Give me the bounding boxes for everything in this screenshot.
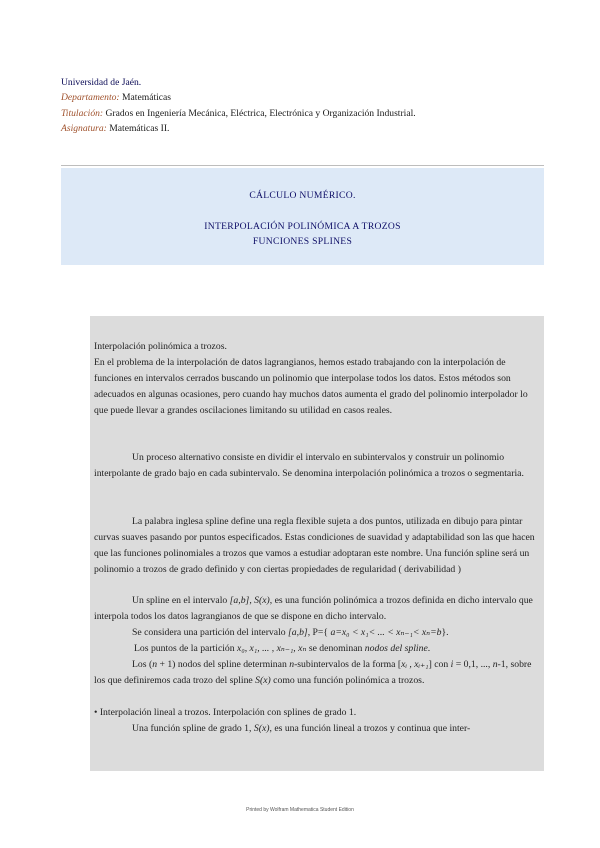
departamento-value: Matemáticas: [119, 92, 172, 104]
titulacion-label: Titulación:: [61, 107, 104, 119]
asignatura-label: Asignatura:: [61, 123, 107, 135]
paragraph-linear-spline: Una función spline de grado 1, S(x), es una función lineal a trozos y continua que inter-: [132, 722, 471, 734]
section-title: Interpolación polinómica a trozos.: [94, 341, 227, 352]
course-title: CÁLCULO NUMÉRICO.: [249, 190, 356, 201]
header-divider: [61, 165, 544, 166]
paragraph-nodes: Los puntos de la partición x₀, x₁, ... , xₙ₋₁, xₙ se denominan nodos del spline.: [134, 643, 431, 655]
university-name: Universidad de Jaén.: [61, 77, 142, 88]
asignatura-line: [61, 121, 416, 136]
paragraph-intro: En el problema de la interpolación de datos lagrangianos, hemos estado trabajando con la interpolación de funciones en intervalos cerrados buscando un polinomio que interpolase todos los datos. Estos métodos son adecuados en algunas ocasiones, pero cuando hay muchos datos aumenta el grado del polinomio interpolador lo que puede llevar a grandes oscilaciones limitando su utilidad en casos reales.: [94, 356, 528, 416]
print-footer: Printed by Wolfram Mathematica Student Edition: [246, 807, 354, 813]
content-cell: [90, 316, 544, 771]
asignatura-value: Matemáticas II.: [106, 123, 170, 135]
topic-title: INTERPOLACIÓN POLINÓMICA A TROZOS: [204, 221, 401, 232]
departamento-label: Departamento:: [61, 92, 120, 104]
content-text: [94, 339, 540, 737]
titulacion-line: [61, 106, 416, 121]
departamento-line: [61, 90, 416, 105]
title-box: [61, 168, 544, 265]
paragraph-alternative: Un proceso alternativo consiste en dividir el intervalo en subintervalos y construir un polinomio interpolante de grado bajo en cada subintervalo. Se denomina interpolación polinómica a trozos o segmentaria.: [94, 452, 524, 480]
topic-subtitle: FUNCIONES SPLINES: [252, 236, 353, 247]
paragraph-partition: Se considera una partición del intervalo [a,b], P={ a=x₀ < x₁< ... < xₙ₋₁< xₙ=b}.: [132, 627, 449, 639]
paragraph-spline-definition: Un spline en el intervalo [a,b], S(x), es una función polinómica a trozos definida en dicho intervalo que interpola todos los datos lagrangianos de que se dispone en dicho intervalo.: [94, 595, 533, 623]
titulacion-value: Grados en Ingeniería Mecánica, Eléctrica, Electrónica y Organización Industrial.: [103, 107, 416, 119]
bullet-linear-splines: • Interpolación lineal a trozos. Interpolación con splines de grado 1.: [94, 706, 357, 718]
paragraph-subintervals: Los (n + 1) nodos del spline determinan n-subintervalos de la forma [xᵢ , xᵢ₊₁] con i = 0,1, ..., n-1, sobre los que definiremos cada trozo del spline S(x) como una función polinómica a trozos.: [94, 659, 532, 686]
paragraph-spline-word: La palabra inglesa spline define una regla flexible sujeta a dos puntos, utilizada en dibujo para pintar curvas suaves pasando por puntos especificados. Estas condiciones de suavidad y adaptabilidad son las que hacen que las funciones polinomiales a trozos que vamos a estudiar adoptaran este nombre. Una función spline será un polinomio a trozos de grado definido y con ciertas propiedades de regularidad ( derivabilidad ): [94, 515, 535, 575]
document-header: [61, 75, 416, 137]
